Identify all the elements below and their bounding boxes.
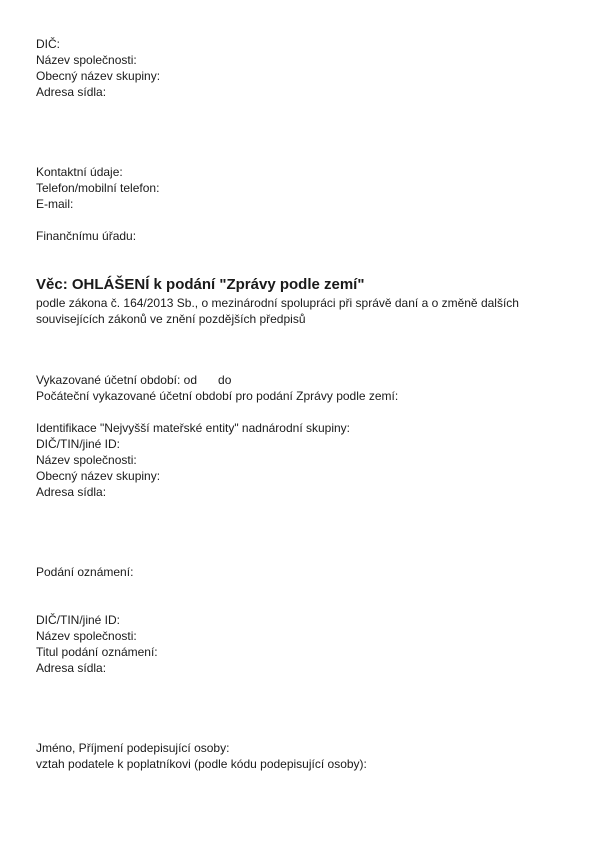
group-name-label: Obecný název skupiny:	[36, 69, 161, 83]
ultimate-parent-company-name-label: Název společnosti:	[36, 453, 137, 467]
ultimate-parent-group-name-label: Obecný název skupiny:	[36, 469, 161, 483]
signatory-relation-label: vztah podatele k poplatníkovi (podle kódu podepisující osoby):	[36, 757, 367, 771]
email-label: E-mail:	[36, 197, 74, 211]
company-name-label: Název společnosti:	[36, 53, 137, 67]
filer-company-name-label: Název společnosti:	[36, 629, 137, 643]
signatory-name-label: Jméno, Příjmení podepisující osoby:	[36, 741, 230, 755]
filer-tin-label: DIČ/TIN/jiné ID:	[36, 613, 121, 627]
reported-period-to-label: do	[218, 373, 232, 387]
tax-office-label: Finančnímu úřadu:	[36, 229, 137, 243]
reported-period-line	[36, 372, 231, 388]
subject-title: Věc: OHLÁŠENÍ k podání "Zprávy podle zemí"	[36, 276, 365, 293]
subject-subtitle-line-2: souvisejících zákonů ve znění pozdějších předpisů	[36, 312, 306, 326]
address-label: Adresa sídla:	[36, 85, 107, 99]
subject-subtitle-line-1: podle zákona č. 164/2013 Sb., o mezinárodní spolupráci při správě daní a o změně dalších	[36, 296, 519, 310]
reported-period-from-label: Vykazované účetní období: od	[36, 373, 198, 387]
filer-address-label: Adresa sídla:	[36, 661, 107, 675]
ultimate-parent-address-label: Adresa sídla:	[36, 485, 107, 499]
ultimate-parent-tin-label: DIČ/TIN/jiné ID:	[36, 437, 121, 451]
dic-label: DIČ:	[36, 37, 60, 51]
contact-label: Kontaktní údaje:	[36, 165, 123, 179]
phone-label: Telefon/mobilní telefon:	[36, 181, 160, 195]
initial-period-label: Počáteční vykazované účetní období pro podání Zprávy podle zemí:	[36, 389, 399, 403]
filing-notification-label: Podání oznámení:	[36, 565, 134, 579]
filer-filing-title-label: Titul podání oznámení:	[36, 645, 158, 659]
ultimate-parent-heading: Identifikace "Nejvyšší mateřské entity" nadnárodní skupiny:	[36, 421, 351, 435]
